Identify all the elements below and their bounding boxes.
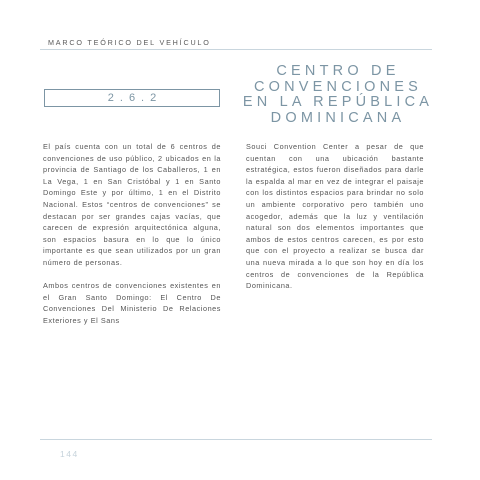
left-paragraph-1: El país cuenta con un total de 6 centros de convenciones de uso público, 2 ubicados en la provincia de Santiago de los Caballeros, 1 en La Vega, 1 en San Cristóbal y 1 en Santo Domingo Este y por último, 1 en el Distrito Nacional. Estos “centros de convenciones” se destacan por ser grandes cajas vacías, que carecen de expresión arquitectónica alguna, son espacios basura en lo que lo único importante es que sean utilizados por un gran número de personas. xyxy=(43,142,221,267)
right-text-column xyxy=(246,141,424,303)
section-title xyxy=(240,64,436,126)
right-paragraph-1: Souci Convention Center a pesar de que cuentan con una ubicación bastante estratégica, estos fueron diseñados para darle la espalda al mar en vez de integrar el paisaje con los distintos espacios para brindar no solo un ambiente corporativo pero también uno acogedor, además que la luz y ventilación natural son dos elementos importantes que ambos de estos centros carecen, es por esto que con el proyecto a realizar se busca dar una nueva mirada a lo que son hoy en día los centros de convenciones de la República Dominicana. xyxy=(246,142,424,291)
section-title-line-4: DOMINICANA xyxy=(270,109,406,126)
running-header: MARCO TEÓRICO DEL VEHÍCULO xyxy=(48,38,211,47)
section-number-box: 2.6.2 xyxy=(44,89,220,107)
section-title-line-1: CENTRO DE xyxy=(276,63,400,79)
page-number: 144 xyxy=(60,449,79,459)
section-title-line-2: CONVENCIONES xyxy=(253,78,423,95)
footer-divider xyxy=(40,439,432,440)
header-divider xyxy=(40,49,432,50)
section-title-line-3: EN LA REPÚBLICA xyxy=(242,94,434,110)
left-text-column xyxy=(43,141,221,338)
left-paragraph-2: Ambos centros de convenciones existentes en el Gran Santo Domingo: El Centro De Convenciones Del Ministerio De Relaciones Exteriores y El Sans xyxy=(43,281,221,325)
